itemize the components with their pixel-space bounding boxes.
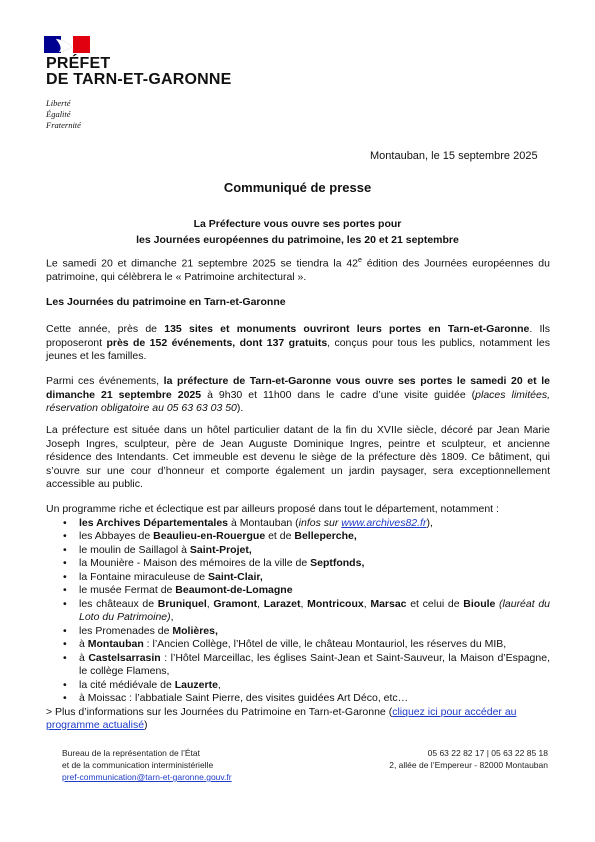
event-text: le moulin de Saillagol à [79, 543, 190, 556]
event-text: , [217, 678, 221, 691]
event-item [46, 584, 550, 598]
more-info [46, 706, 550, 733]
event-item [46, 598, 550, 625]
event-text: les châteaux de [79, 597, 158, 610]
p2-text-3: ). [236, 402, 244, 414]
intro-text-1: Le samedi 20 et dimanche 21 septembre 2025 se tiendra la 42 [46, 257, 359, 270]
footer-left [62, 747, 232, 783]
event-text: Lauzerte [174, 678, 218, 691]
paragraph-sites [46, 323, 550, 364]
event-text: ), [426, 516, 433, 529]
paragraph-history: La préfecture est située dans un hôtel particulier datant de la fin du XVIIe siècle, décoré par Jean Marie Joseph Ingres, sculpteur, père de Jean Auguste Dominique Ingres, peintre et sculpteur, et ancienne résidence des Intendants. Cet immeuble est devenu le siège de la préfecture dès 1809. Ce bâtiment, qui s’ouvre sur une cour d’honneur et comporte également un jardin paysager, sera exceptionnellement accessible au public. [46, 424, 550, 490]
event-text: les Archives Départementales [79, 516, 229, 529]
event-text: Bioule [463, 597, 496, 610]
event-text: (lauréat du Loto du Patrimoine) [79, 597, 551, 623]
document-date: Montauban, le 15 septembre 2025 [370, 150, 538, 162]
motto-liberte: Liberté [46, 98, 71, 108]
event-item [46, 692, 550, 706]
event-text: la cité médiévale de [79, 678, 175, 691]
event-text: Castelsarrasin [88, 651, 161, 664]
intro-sup: e [358, 257, 362, 264]
event-text: Septfonds, [310, 557, 365, 569]
event-text: et celui de [406, 597, 464, 610]
intro-paragraph [46, 254, 550, 285]
event-item [46, 544, 550, 558]
event-text: Molières, [172, 624, 218, 637]
event-text: la Mounière - Maison des mémoires de la ville de [79, 557, 311, 569]
event-item [46, 679, 550, 693]
event-item [46, 517, 550, 531]
event-text: Beaumont-de-Lomagne [175, 584, 293, 596]
p2-bold-1: la préfecture de Tarn-et-Garonne vous ouvre ses portes le samedi 20 et le dimanche 21 septembre 2025 [46, 375, 550, 401]
program-link[interactable]: cliquez ici pour accéder au programme actualisé [46, 705, 517, 731]
event-text: Belleperche, [294, 530, 357, 542]
section-heading: Les Journées du patrimoine en Tarn-et-Garonne [46, 296, 286, 308]
motto-egalite: Égalité [46, 109, 71, 119]
p1-bold-2: près de 152 événements, dont 137 gratuits [106, 336, 328, 349]
event-text: , [363, 597, 371, 610]
program-intro: Un programme riche et éclectique est par ailleurs proposé dans tout le département, notamment : [46, 503, 499, 515]
event-text: les Promenades de [79, 624, 173, 637]
prefecture-name [46, 56, 232, 88]
event-item [46, 652, 550, 679]
motto [46, 98, 81, 131]
event-text: Larazet [263, 597, 301, 610]
footer-right [360, 747, 548, 771]
p2-text-2: à 9h30 et 11h00 dans le cadre d’une visite guidée ( [201, 388, 476, 401]
event-text: : l’Ancien Collège, l’Hôtel de ville, le château Montauriol, les réserves du MIB, [143, 638, 507, 650]
intro-text-2: édition des Journées européennes du patrimoine, qui célèbrera le « Patrimoine architectural ». [46, 257, 550, 283]
republique-francaise-logo [44, 36, 90, 53]
event-text: Marsac [370, 597, 407, 610]
event-text: à [79, 651, 89, 664]
footer-email-link[interactable]: pref-communication@tarn-et-garonne.gouv.fr [62, 772, 232, 782]
event-text: la Fontaine miraculeuse de [79, 570, 208, 583]
event-text: à Moissac : l’abbatiale Saint Pierre, des visites guidées Art Déco, etc… [79, 692, 409, 704]
event-text: , [170, 611, 174, 623]
event-text: , [257, 597, 264, 610]
footer-address: 2, allée de l’Empereur - 82000 Montauban [389, 760, 548, 770]
event-text: à [79, 638, 88, 650]
p1-text-2: . Ils proposeront [46, 323, 550, 349]
p2-italic-1: places limitées, réservation obligatoire au 05 63 63 03 50 [46, 388, 550, 414]
subtitle-line1: La Préfecture vous ouvre ses portes pour [193, 218, 402, 230]
event-text: Bruniquel [157, 597, 207, 610]
event-text: et de [265, 530, 295, 542]
event-item [46, 638, 550, 652]
program-section [46, 503, 550, 733]
event-item [46, 530, 550, 544]
event-text: Montauban [87, 638, 144, 650]
event-item [46, 571, 550, 585]
motto-fraternite: Fraternité [46, 120, 81, 130]
event-text: , [206, 597, 214, 610]
p2-text-1: Parmi ces événements, [46, 375, 164, 387]
page-title: Communiqué de presse [223, 180, 372, 195]
subtitle [60, 216, 535, 248]
archives-link[interactable]: www.archives82.fr [341, 516, 427, 529]
event-text: Montricoux [307, 597, 364, 610]
event-text: Gramont [213, 597, 258, 610]
event-text: infos sur [298, 516, 342, 529]
event-text: Beaulieu-en-Rouergue [153, 530, 266, 542]
prefecture-name-line2: DE TARN-ET-GARONNE [46, 71, 232, 88]
event-item [46, 625, 550, 639]
prefecture-name-line1: PRÉFET [46, 55, 111, 72]
event-text: : l’Hôtel Marceillac, les églises Saint-Jean et Saint-Sauveur, la Maison d’Espagne, le collège Flamens, [79, 651, 550, 677]
p1-text-1: Cette année, près de [46, 323, 165, 335]
footer-office-line1: Bureau de la représentation de l’État [62, 748, 200, 758]
event-text: le musée Fermat de [79, 584, 176, 596]
event-text: , [300, 597, 308, 610]
event-text: les Abbayes de [79, 530, 154, 542]
event-item [46, 557, 550, 571]
more-info-end: ) [144, 719, 148, 731]
events-list [46, 517, 550, 706]
footer-phone: 05 63 22 82 17 | 05 63 22 85 18 [427, 748, 548, 758]
event-text: à Montauban ( [228, 516, 299, 529]
more-info-text: > Plus d’informations sur les Journées du Patrimoine en Tarn-et-Garonne ( [46, 705, 393, 718]
footer-office-line2: et de la communication interministérielle [62, 760, 214, 770]
p1-bold-1: 135 sites et monuments ouvriront leurs portes en Tarn-et-Garonne [164, 323, 530, 335]
p1-text-3: , conçus pour tous les publics, notamment les jeunes et les familles. [46, 336, 550, 362]
event-text: Saint-Clair, [208, 570, 263, 583]
subtitle-line2: les Journées européennes du patrimoine, les 20 et 21 septembre [136, 234, 459, 246]
event-text: Saint-Projet, [189, 543, 252, 556]
paragraph-prefecture-visit [46, 375, 550, 416]
